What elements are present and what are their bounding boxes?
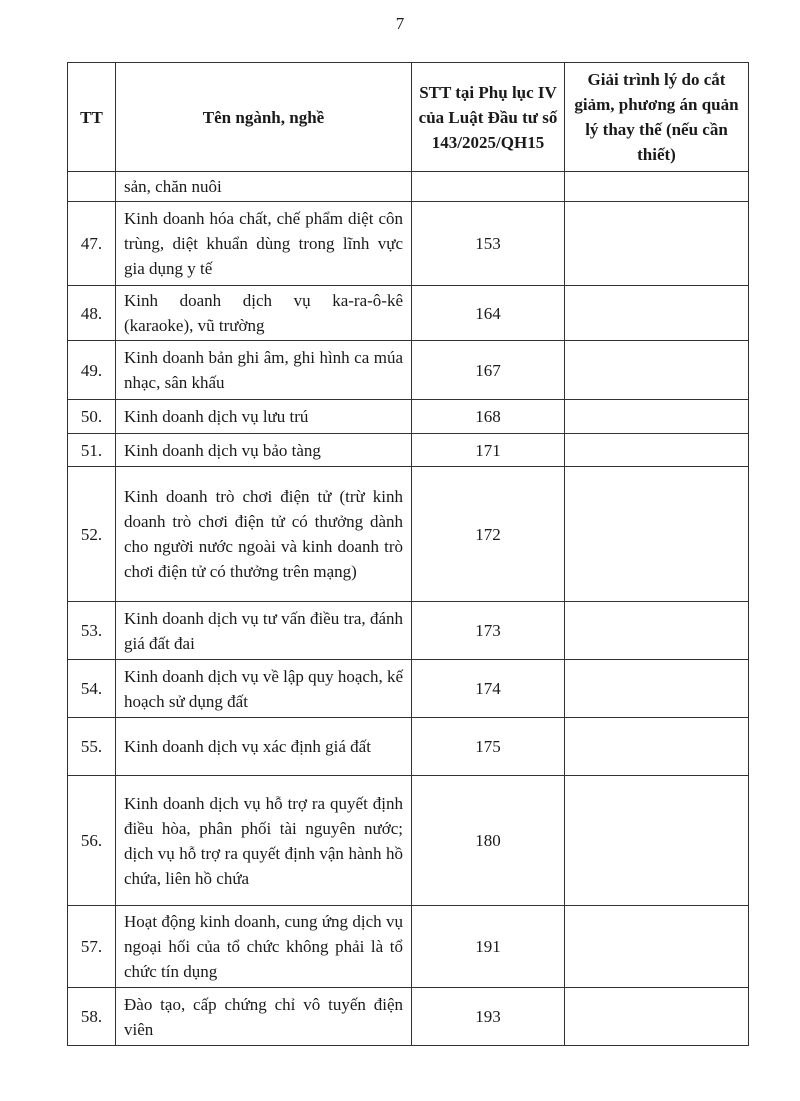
row-note [565, 988, 749, 1046]
table-row [68, 906, 749, 988]
row-stt: 193 [412, 988, 565, 1046]
table-row [68, 660, 749, 718]
row-stt: 173 [412, 602, 565, 660]
row-tt: 52. [68, 467, 116, 602]
table-row [68, 988, 749, 1046]
row-tt [68, 172, 116, 202]
row-tt: 51. [68, 434, 116, 467]
table-header-row [68, 63, 749, 172]
table-row [68, 286, 749, 341]
row-stt: 172 [412, 467, 565, 602]
row-tt: 55. [68, 718, 116, 776]
row-note [565, 718, 749, 776]
row-stt: 175 [412, 718, 565, 776]
row-note [565, 602, 749, 660]
header-note: Giải trình lý do cắt giảm, phương án quản lý thay thế (nếu cần thiết) [565, 63, 749, 172]
row-name: Kinh doanh dịch vụ về lập quy hoạch, kế hoạch sử dụng đất [116, 660, 412, 718]
table-row [68, 202, 749, 286]
row-name: Kinh doanh dịch vụ bảo tàng [116, 434, 412, 467]
row-name: Kinh doanh dịch vụ ka-ra-ô-kê (karaoke), vũ trường [116, 286, 412, 341]
row-tt: 49. [68, 341, 116, 400]
row-stt: 168 [412, 400, 565, 434]
row-note [565, 434, 749, 467]
row-stt: 164 [412, 286, 565, 341]
row-name: Kinh doanh trò chơi điện tử (trừ kinh doanh trò chơi điện tử có thưởng dành cho người nước ngoài và kinh doanh trò chơi điện tử có thưởng trên mạng) [116, 467, 412, 602]
table-row [68, 400, 749, 434]
row-stt: 180 [412, 776, 565, 906]
table-row [68, 602, 749, 660]
row-name: Đào tạo, cấp chứng chỉ vô tuyến điện viên [116, 988, 412, 1046]
row-tt: 57. [68, 906, 116, 988]
row-name: Kinh doanh dịch vụ hỗ trợ ra quyết định điều hòa, phân phối tài nguyên nước; dịch vụ hỗ trợ ra quyết định vận hành hồ chứa, liên hồ chứa [116, 776, 412, 906]
table-row [68, 467, 749, 602]
row-tt: 53. [68, 602, 116, 660]
table-row [68, 434, 749, 467]
row-tt: 58. [68, 988, 116, 1046]
row-stt: 174 [412, 660, 565, 718]
table-row [68, 341, 749, 400]
row-stt [412, 172, 565, 202]
row-name: Kinh doanh hóa chất, chế phẩm diệt côn trùng, diệt khuẩn dùng trong lĩnh vực gia dụng y tế [116, 202, 412, 286]
row-name: sản, chăn nuôi [116, 172, 412, 202]
row-name: Kinh doanh dịch vụ lưu trú [116, 400, 412, 434]
row-note [565, 172, 749, 202]
header-tt: TT [68, 63, 116, 172]
row-tt: 50. [68, 400, 116, 434]
row-tt: 56. [68, 776, 116, 906]
row-name: Kinh doanh dịch vụ tư vấn điều tra, đánh giá đất đai [116, 602, 412, 660]
row-name: Kinh doanh dịch vụ xác định giá đất [116, 718, 412, 776]
business-lines-table [67, 62, 749, 1046]
row-note [565, 341, 749, 400]
row-note [565, 660, 749, 718]
table-row [68, 172, 749, 202]
row-note [565, 286, 749, 341]
row-name: Hoạt động kinh doanh, cung ứng dịch vụ ngoại hối của tổ chức không phải là tổ chức tín dụng [116, 906, 412, 988]
header-name: Tên ngành, nghề [116, 63, 412, 172]
row-note [565, 906, 749, 988]
table-row [68, 776, 749, 906]
table-row [68, 718, 749, 776]
row-tt: 48. [68, 286, 116, 341]
header-stt: STT tại Phụ lục IV của Luật Đầu tư số 143/2025/QH15 [412, 63, 565, 172]
row-note [565, 776, 749, 906]
page-number: 7 [395, 14, 405, 33]
row-name: Kinh doanh bản ghi âm, ghi hình ca múa nhạc, sân khấu [116, 341, 412, 400]
row-stt: 167 [412, 341, 565, 400]
row-note [565, 202, 749, 286]
row-stt: 153 [412, 202, 565, 286]
row-note [565, 467, 749, 602]
row-tt: 54. [68, 660, 116, 718]
row-stt: 171 [412, 434, 565, 467]
row-note [565, 400, 749, 434]
row-tt: 47. [68, 202, 116, 286]
row-stt: 191 [412, 906, 565, 988]
